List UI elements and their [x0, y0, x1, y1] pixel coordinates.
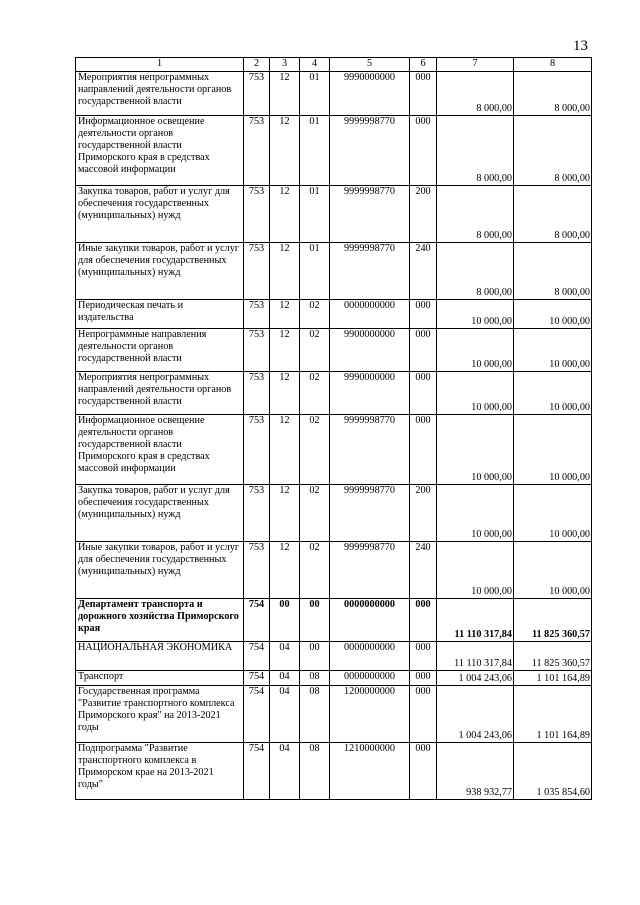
ved-code-cell: 753: [244, 415, 270, 485]
header-cell: 4: [300, 58, 330, 72]
expense-type-cell: 000: [410, 72, 437, 116]
amount-col7-cell: 1 004 243,06: [437, 686, 514, 743]
header-cell: 2: [244, 58, 270, 72]
ved-code-cell: 753: [244, 485, 270, 542]
target-article-cell: 0000000000: [330, 599, 410, 642]
expense-type-cell: 000: [410, 300, 437, 329]
amount-col8-cell: 10 000,00: [514, 329, 592, 372]
table-row: [76, 186, 592, 243]
expense-type-cell: 000: [410, 372, 437, 415]
target-article-cell: 9999998770: [330, 542, 410, 599]
ved-code-cell: 754: [244, 743, 270, 800]
table-row: [76, 415, 592, 485]
subsection-code-cell: 02: [300, 542, 330, 599]
table-row: [76, 485, 592, 542]
amount-col7-cell: 10 000,00: [437, 415, 514, 485]
header-cell: 6: [410, 58, 437, 72]
header-cell: 8: [514, 58, 592, 72]
subsection-code-cell: 08: [300, 743, 330, 800]
amount-col8-cell: 10 000,00: [514, 542, 592, 599]
subsection-code-cell: 02: [300, 329, 330, 372]
row-name-cell: Мероприятия непрограммных направлений деятельности органов государственной власти: [76, 72, 244, 116]
expense-type-cell: 000: [410, 671, 437, 686]
subsection-code-cell: 02: [300, 300, 330, 329]
header-cell: 7: [437, 58, 514, 72]
target-article-cell: 9999998770: [330, 116, 410, 186]
target-article-cell: 9990000000: [330, 372, 410, 415]
row-name-cell: Закупка товаров, работ и услуг для обеспечения государственных (муниципальных) нужд: [76, 485, 244, 542]
section-code-cell: 04: [270, 671, 300, 686]
amount-col8-cell: 11 825 360,57: [514, 599, 592, 642]
section-code-cell: 12: [270, 542, 300, 599]
section-code-cell: 12: [270, 415, 300, 485]
amount-col8-cell: 1 101 164,89: [514, 671, 592, 686]
amount-col8-cell: 10 000,00: [514, 415, 592, 485]
amount-col8-cell: 8 000,00: [514, 186, 592, 243]
target-article-cell: 1210000000: [330, 743, 410, 800]
expense-type-cell: 000: [410, 329, 437, 372]
amount-col8-cell: 10 000,00: [514, 300, 592, 329]
table-row: [76, 671, 592, 686]
subsection-code-cell: 08: [300, 671, 330, 686]
header-cell: 5: [330, 58, 410, 72]
page-number: 13: [573, 38, 588, 54]
ved-code-cell: 754: [244, 671, 270, 686]
subsection-code-cell: 01: [300, 72, 330, 116]
table-row: [76, 72, 592, 116]
expense-type-cell: 000: [410, 642, 437, 671]
header-cell: 1: [76, 58, 244, 72]
amount-col7-cell: 11 110 317,84: [437, 599, 514, 642]
ved-code-cell: 753: [244, 542, 270, 599]
expense-type-cell: 000: [410, 743, 437, 800]
table-row: [76, 542, 592, 599]
target-article-cell: 0000000000: [330, 642, 410, 671]
amount-col8-cell: 10 000,00: [514, 485, 592, 542]
amount-col7-cell: 10 000,00: [437, 372, 514, 415]
target-article-cell: 9999998770: [330, 186, 410, 243]
table-row: [76, 300, 592, 329]
section-code-cell: 12: [270, 116, 300, 186]
table-row: [76, 686, 592, 743]
section-code-cell: 12: [270, 300, 300, 329]
ved-code-cell: 753: [244, 372, 270, 415]
section-code-cell: 12: [270, 72, 300, 116]
amount-col7-cell: 10 000,00: [437, 329, 514, 372]
target-article-cell: 9900000000: [330, 329, 410, 372]
amount-col7-cell: 8 000,00: [437, 243, 514, 300]
ved-code-cell: 753: [244, 72, 270, 116]
amount-col8-cell: 8 000,00: [514, 116, 592, 186]
amount-col7-cell: 1 004 243,06: [437, 671, 514, 686]
section-code-cell: 04: [270, 686, 300, 743]
target-article-cell: 9990000000: [330, 72, 410, 116]
subsection-code-cell: 00: [300, 599, 330, 642]
row-name-cell: НАЦИОНАЛЬНАЯ ЭКОНОМИКА: [76, 642, 244, 671]
table-row: [76, 599, 592, 642]
target-article-cell: 0000000000: [330, 671, 410, 686]
row-name-cell: Непрограммные направления деятельности органов государственной власти: [76, 329, 244, 372]
table-header-row: [76, 58, 592, 72]
row-name-cell: Мероприятия непрограммных направлений деятельности органов государственной власти: [76, 372, 244, 415]
ved-code-cell: 754: [244, 599, 270, 642]
subsection-code-cell: 02: [300, 372, 330, 415]
subsection-code-cell: 01: [300, 186, 330, 243]
section-code-cell: 04: [270, 642, 300, 671]
ved-code-cell: 754: [244, 686, 270, 743]
ved-code-cell: 753: [244, 243, 270, 300]
section-code-cell: 04: [270, 743, 300, 800]
amount-col7-cell: 8 000,00: [437, 116, 514, 186]
amount-col7-cell: 10 000,00: [437, 485, 514, 542]
subsection-code-cell: 01: [300, 116, 330, 186]
expense-type-cell: 240: [410, 542, 437, 599]
row-name-cell: Закупка товаров, работ и услуг для обеспечения государственных (муниципальных) нужд: [76, 186, 244, 243]
row-name-cell: Транспорт: [76, 671, 244, 686]
table-row: [76, 642, 592, 671]
subsection-code-cell: 01: [300, 243, 330, 300]
ved-code-cell: 753: [244, 116, 270, 186]
expense-type-cell: 200: [410, 485, 437, 542]
amount-col8-cell: 10 000,00: [514, 372, 592, 415]
row-name-cell: Подпрограмма "Развитие транспортного комплекса в Приморском крае на 2013-2021 годы": [76, 743, 244, 800]
amount-col7-cell: 8 000,00: [437, 72, 514, 116]
ved-code-cell: 753: [244, 329, 270, 372]
expense-type-cell: 000: [410, 599, 437, 642]
amount-col7-cell: 10 000,00: [437, 300, 514, 329]
amount-col8-cell: 8 000,00: [514, 243, 592, 300]
expense-type-cell: 200: [410, 186, 437, 243]
header-cell: 3: [270, 58, 300, 72]
table-row: [76, 372, 592, 415]
row-name-cell: Информационное освещение деятельности органов государственной власти Приморского края в средствах массовой информации: [76, 415, 244, 485]
amount-col8-cell: 11 825 360,57: [514, 642, 592, 671]
ved-code-cell: 753: [244, 300, 270, 329]
expense-type-cell: 000: [410, 415, 437, 485]
amount-col7-cell: 10 000,00: [437, 542, 514, 599]
target-article-cell: 9999998770: [330, 243, 410, 300]
amount-col8-cell: 8 000,00: [514, 72, 592, 116]
section-code-cell: 12: [270, 372, 300, 415]
amount-col7-cell: 8 000,00: [437, 186, 514, 243]
table-row: [76, 243, 592, 300]
amount-col8-cell: 1 101 164,89: [514, 686, 592, 743]
ved-code-cell: 754: [244, 642, 270, 671]
section-code-cell: 12: [270, 485, 300, 542]
table-row: [76, 116, 592, 186]
section-code-cell: 12: [270, 186, 300, 243]
row-name-cell: Иные закупки товаров, работ и услуг для обеспечения государственных (муниципальных) нужд: [76, 243, 244, 300]
table-row: [76, 329, 592, 372]
expense-type-cell: 000: [410, 116, 437, 186]
ved-code-cell: 753: [244, 186, 270, 243]
row-name-cell: Иные закупки товаров, работ и услуг для обеспечения государственных (муниципальных) нужд: [76, 542, 244, 599]
expense-type-cell: 240: [410, 243, 437, 300]
target-article-cell: 9999998770: [330, 485, 410, 542]
target-article-cell: 1200000000: [330, 686, 410, 743]
subsection-code-cell: 00: [300, 642, 330, 671]
row-name-cell: Государственная программа "Развитие транспортного комплекса Приморского края" на 2013-2021 годы: [76, 686, 244, 743]
expense-type-cell: 000: [410, 686, 437, 743]
table-row: [76, 743, 592, 800]
amount-col7-cell: 11 110 317,84: [437, 642, 514, 671]
row-name-cell: Департамент транспорта и дорожного хозяйства Приморского края: [76, 599, 244, 642]
subsection-code-cell: 02: [300, 485, 330, 542]
amount-col7-cell: 938 932,77: [437, 743, 514, 800]
section-code-cell: 12: [270, 329, 300, 372]
target-article-cell: 9999998770: [330, 415, 410, 485]
subsection-code-cell: 02: [300, 415, 330, 485]
section-code-cell: 00: [270, 599, 300, 642]
row-name-cell: Периодическая печать и издательства: [76, 300, 244, 329]
row-name-cell: Информационное освещение деятельности органов государственной власти Приморского края в средствах массовой информации: [76, 116, 244, 186]
target-article-cell: 0000000000: [330, 300, 410, 329]
section-code-cell: 12: [270, 243, 300, 300]
subsection-code-cell: 08: [300, 686, 330, 743]
amount-col8-cell: 1 035 854,60: [514, 743, 592, 800]
budget-table: [75, 57, 592, 800]
